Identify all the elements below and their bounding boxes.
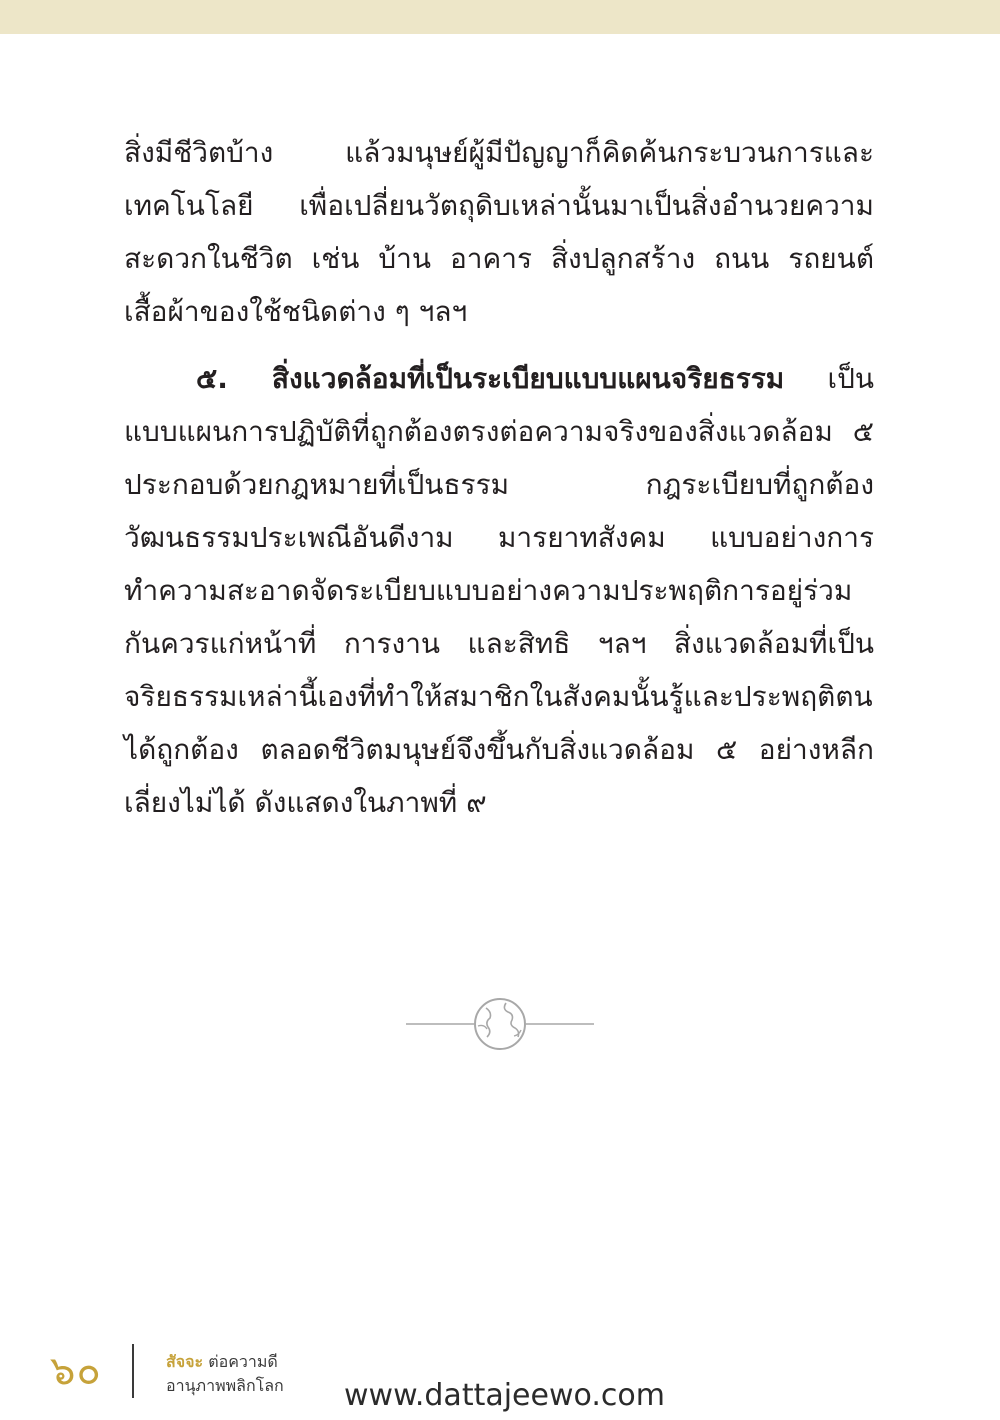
body-text bbox=[124, 126, 874, 829]
paragraph-2 bbox=[124, 352, 874, 829]
book-title-rest: ต่อความดี bbox=[203, 1352, 278, 1371]
paragraph-1: สิ่งมีชีวิตบ้าง แล้วมนุษย์ผู้มีปัญญาก็คิดค้นกระบวนการและเทคโนโลยี เพื่อเปลี่ยนวัตถุดิบเหล่านั้นมาเป็นสิ่งอำนวยความสะดวกในชีวิต เช่น บ้าน อาคาร สิ่งปลูกสร้าง ถนน รถยนต์ เสื้อผ้าของใช้ชนิดต่าง ๆ ฯลฯ bbox=[124, 136, 874, 328]
paragraph-2-text: เป็นแบบแผนการปฏิบัติที่ถูกต้องตรงต่อความจริงของสิ่งแวดล้อม ๕ ประกอบด้วยกฎหมายที่เป็นธรรม กฎระเบียบที่ถูกต้อง วัฒนธรรมประเพณีอันดีงาม มารยาทสังคม แบบอย่างการทำความสะอาดจัดระเบียบแบบอย่างความประพฤติการอยู่ร่วมกันควรแก่หน้าที่ การงาน และสิทธิ ฯลฯ สิ่งแวดล้อมที่เป็นจริยธรรมเหล่านี้เองที่ทำให้สมาชิกในสังคมนั้นรู้และประพฤติตนได้ถูกต้อง ตลอดชีวิตมนุษย์จึงขึ้นกับสิ่งแวดล้อม ๕ อย่างหลีกเลี่ยงไม่ได้ ดังแสดงในภาพที่ ๙ bbox=[124, 362, 874, 819]
book-title bbox=[166, 1350, 284, 1398]
section-divider bbox=[406, 996, 594, 1052]
page-number: ๖๐ bbox=[50, 1348, 102, 1394]
book-title-accent: สัจจะ bbox=[166, 1352, 204, 1371]
globe-icon bbox=[406, 996, 594, 1052]
website-link[interactable]: www.dattajeewo.com bbox=[344, 1378, 665, 1413]
top-header-band bbox=[0, 0, 1000, 34]
footer-divider bbox=[132, 1344, 134, 1398]
book-subtitle: อานุภาพพลิกโลก bbox=[166, 1376, 284, 1395]
book-title-line bbox=[166, 1350, 284, 1374]
paragraph-2-heading: ๕. สิ่งแวดล้อมที่เป็นระเบียบแบบแผนจริยธรรม bbox=[196, 362, 785, 395]
